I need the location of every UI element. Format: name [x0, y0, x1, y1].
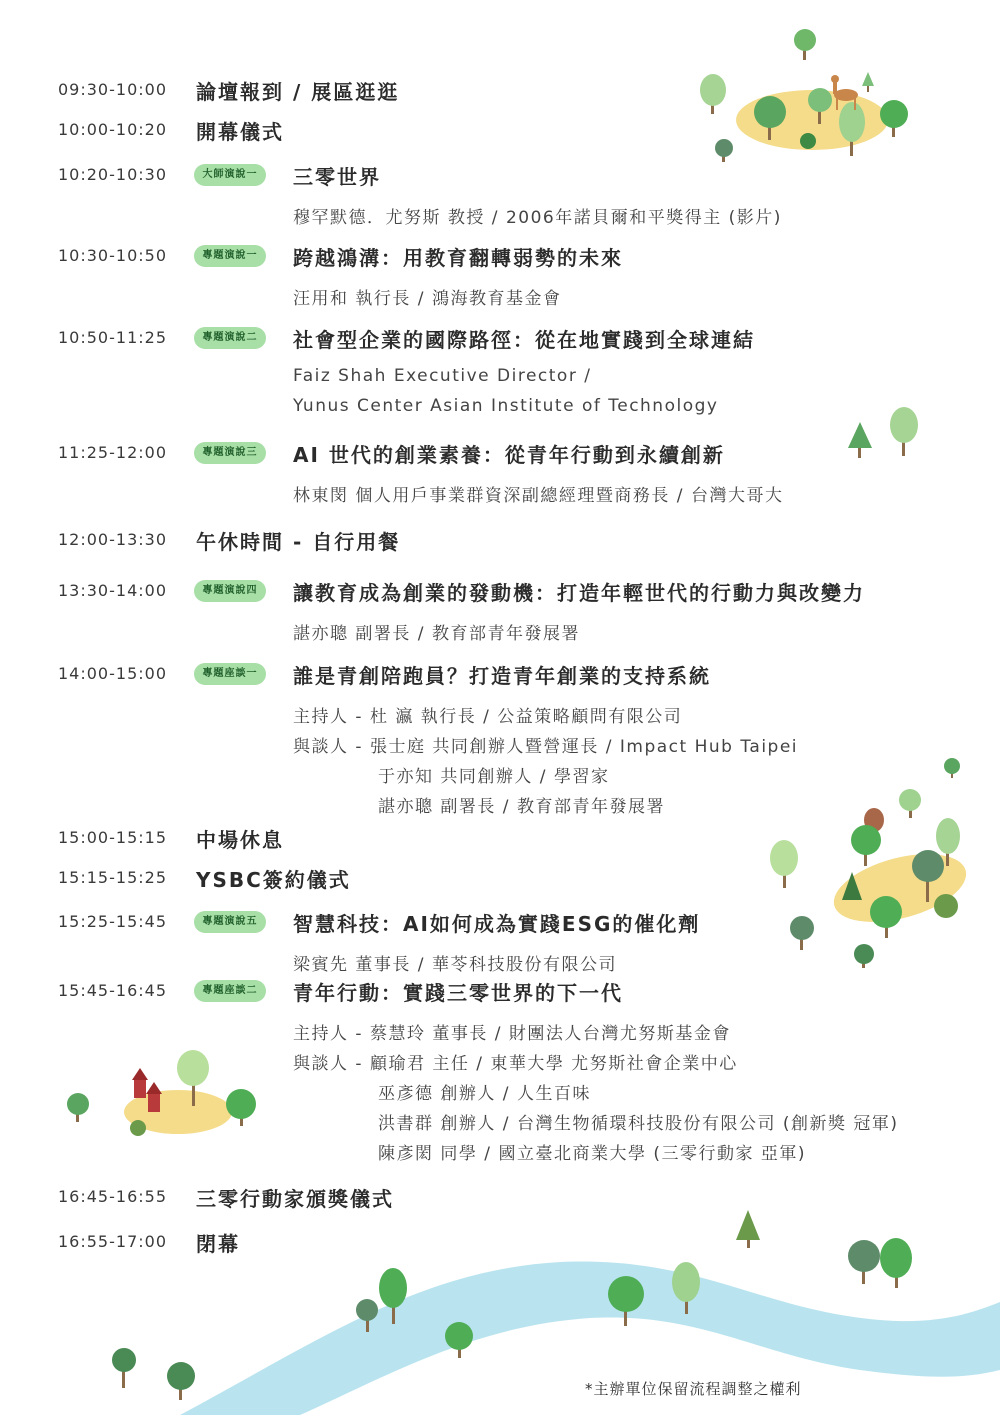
session-title: 誰是青創陪跑員？打造青年創業的支持系統	[293, 664, 711, 688]
session-title: 跨越鴻溝：用教育翻轉弱勢的未來	[293, 246, 623, 270]
speaker-line: 與談人 - 張士庭 共同創辦人暨營運長 / Impact Hub Taipei	[293, 737, 799, 757]
session-badge: 專題座談二	[194, 980, 266, 1002]
time-slot: 09:30-10:00	[58, 80, 167, 99]
panelist-line: 巫彥德 創辦人 / 人生百味	[378, 1084, 591, 1104]
speaker-line: Yunus Center Asian Institute of Technology	[293, 396, 719, 416]
speaker-line: 諶亦聰 副署長 / 教育部青年發展署	[293, 624, 580, 644]
session-badge: 專題座談一	[194, 663, 266, 685]
time-slot: 14:00-15:00	[58, 664, 167, 683]
session-badge: 專題演說四	[194, 580, 266, 602]
speaker-line: Faiz Shah Executive Director /	[293, 366, 592, 386]
time-slot: 12:00-13:30	[58, 530, 167, 549]
session-title: 三零世界	[293, 165, 381, 189]
time-slot: 10:50-11:25	[58, 328, 167, 347]
speaker-line: 林東閔 個人用戶事業群資深副總經理暨商務長 / 台灣大哥大	[293, 486, 784, 506]
session-title: 三零行動家頒獎儀式	[196, 1187, 394, 1211]
session-badge: 大師演說一	[194, 164, 266, 186]
time-slot: 15:45-16:45	[58, 981, 167, 1000]
time-slot: 16:55-17:00	[58, 1232, 167, 1251]
speaker-line: 穆罕默德．尤努斯 教授 / 2006年諾貝爾和平獎得主 (影片)	[293, 208, 782, 228]
time-slot: 15:00-15:15	[58, 828, 167, 847]
panelist-line: 諶亦聰 副署長 / 教育部青年發展署	[378, 797, 665, 817]
session-title: 智慧科技：AI如何成為實踐ESG的催化劑	[293, 912, 701, 936]
session-title: YSBC簽約儀式	[196, 868, 351, 892]
speaker-line: 汪用和 執行長 / 鴻海教育基金會	[293, 289, 562, 309]
speaker-line: 與談人 - 顧瑜君 主任 / 東華大學 尤努斯社會企業中心	[293, 1054, 738, 1074]
time-slot: 10:30-10:50	[58, 246, 167, 265]
session-title: 閉幕	[196, 1232, 240, 1256]
panelist-line: 陳彥閎 同學 / 國立臺北商業大學 (三零行動家 亞軍)	[378, 1144, 807, 1164]
session-title: 社會型企業的國際路徑：從在地實踐到全球連結	[293, 328, 755, 352]
speaker-line: 主持人 - 蔡慧玲 董事長 / 財團法人台灣尤努斯基金會	[293, 1024, 731, 1044]
session-title: 午休時間 - 自行用餐	[196, 530, 401, 554]
session-title: AI 世代的創業素養：從青年行動到永續創新	[293, 443, 725, 467]
time-slot: 16:45-16:55	[58, 1187, 167, 1206]
speaker-line: 主持人 - 杜 瀛 執行長 / 公益策略顧問有限公司	[293, 707, 683, 727]
time-slot: 10:00-10:20	[58, 120, 167, 139]
session-title: 開幕儀式	[196, 120, 284, 144]
session-badge: 專題演說三	[194, 442, 266, 464]
session-title: 青年行動：實踐三零世界的下一代	[293, 981, 623, 1005]
session-badge: 專題演說一	[194, 245, 266, 267]
session-title: 中場休息	[196, 828, 284, 852]
session-title: 讓教育成為創業的發動機：打造年輕世代的行動力與改變力	[293, 581, 865, 605]
time-slot: 10:20-10:30	[58, 165, 167, 184]
session-title: 論壇報到 / 展區逛逛	[196, 80, 400, 104]
time-slot: 13:30-14:00	[58, 581, 167, 600]
session-badge: 專題演說五	[194, 911, 266, 933]
session-badge: 專題演說二	[194, 327, 266, 349]
time-slot: 15:25-15:45	[58, 912, 167, 931]
panelist-line: 洪書群 創辦人 / 台灣生物循環科技股份有限公司 (創新獎 冠軍)	[378, 1114, 899, 1134]
time-slot: 11:25-12:00	[58, 443, 167, 462]
panelist-line: 于亦知 共同創辦人 / 學習家	[378, 767, 610, 787]
footnote: *主辦單位保留流程調整之權利	[585, 1380, 802, 1398]
time-slot: 15:15-15:25	[58, 868, 167, 887]
speaker-line: 梁賓先 董事長 / 華苓科技股份有限公司	[293, 955, 617, 975]
